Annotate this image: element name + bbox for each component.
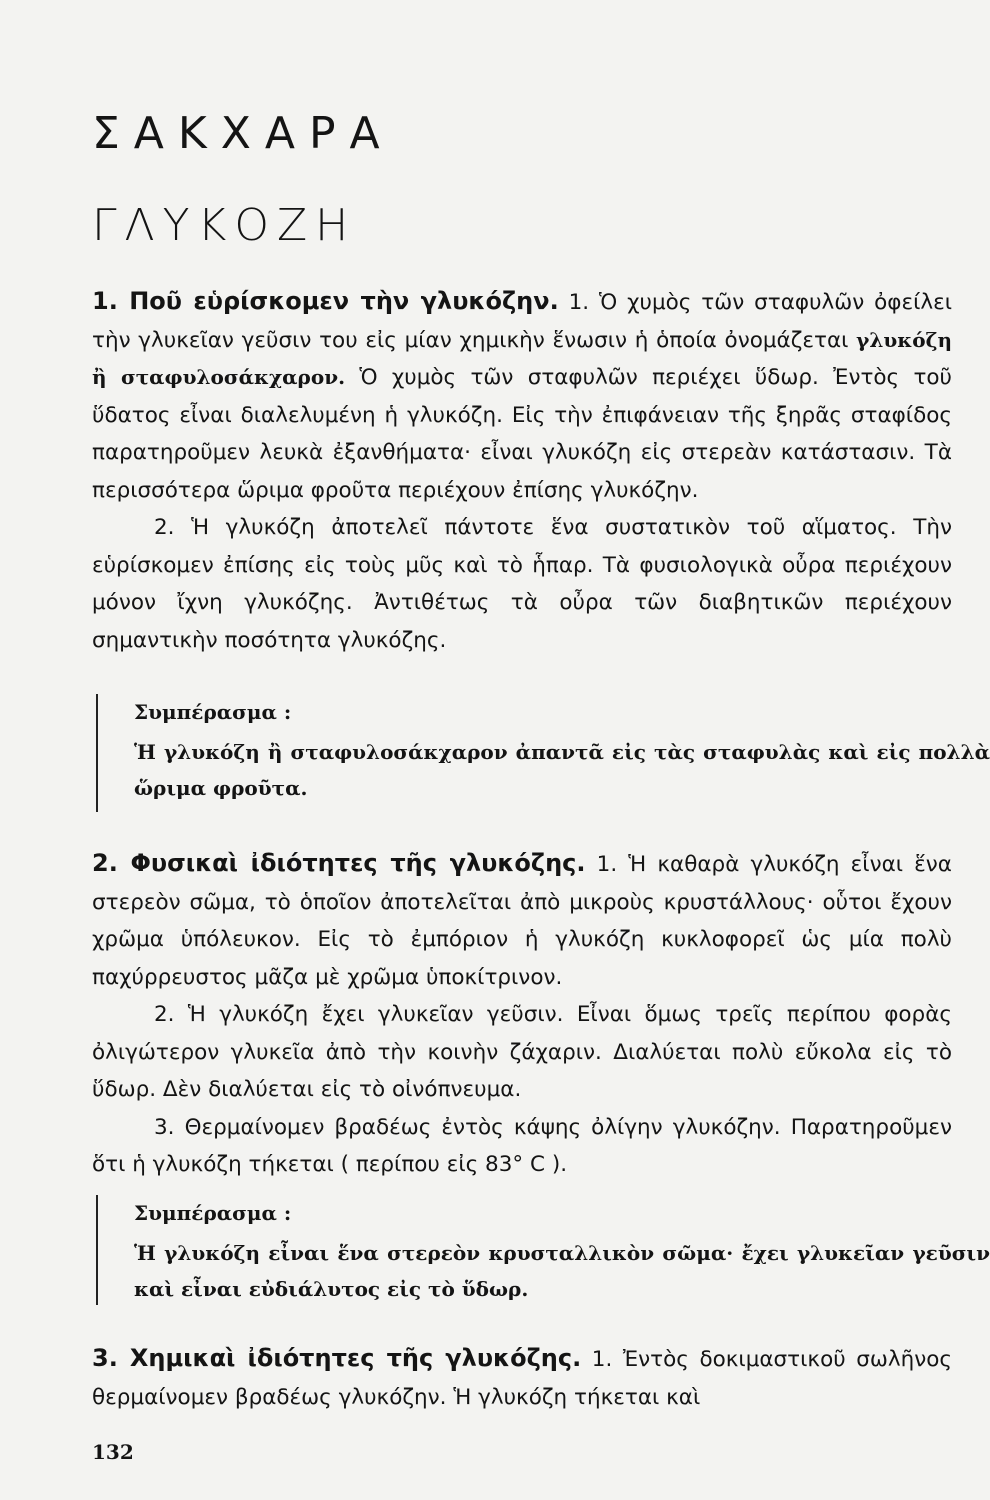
section-2-paragraph-3: 3. Θερμαίνομεν βραδέως ἐντὸς κάψης ὀλίγην γλυκόζην. Παρατηροῦμεν ὅτι ἡ γλυκόζη τήκεται ( περίπου εἰς 83° C ).	[92, 1114, 952, 1177]
section-1-text-b: Ὁ χυμὸς τῶν σταφυλῶν περιέχει ὕδωρ. Ἐντὸς τοῦ ὕδατος εἶναι διαλελυμένη ἡ γλυκόζη. Εἰς τὴν ἐπιφάνειαν τῆς ξηρᾶς σταφίδος παρατηροῦμεν λευκὰ ἐξανθήματα· εἶναι γλυκόζη εἰς στερεὰν κατάστασιν. Τὰ περισσότερα ὥριμα φροῦτα περιέχουν ἐπίσης γλυκόζην.	[92, 365, 952, 503]
conclusion-box-1	[96, 694, 990, 812]
section-3-text-1: 1. Ἐντὸς δοκιμαστικοῦ σωλῆνος θερμαίνομεν βραδέως γλυκόζην. Ἡ γλυκόζη τήκεται καὶ	[92, 1347, 953, 1410]
section-2-text-1: 1. Ἡ καθαρὰ γλυκόζη εἶναι ἕνα στερεὸν σῶμα, τὸ ὁποῖον ἀποτελεῖται ἀπὸ μικροὺς κρυστάλλους· οὗτοι ἔχουν χρῶμα ὑπόλευκον. Εἰς τὸ ἐμπόριον ἡ γλυκόζη κυκλοφορεῖ ὡς μία πολὺ παχύρρευστος μᾶζα μὲ χρῶμα ὑποκίτρινον.	[92, 852, 952, 990]
section-2-paragraph-1	[92, 845, 952, 996]
section-2-paragraph-2: 2. Ἡ γλυκόζη ἔχει γλυκεῖαν γεῦσιν. Εἶναι ὅμως τρεῖς περίπου φορὰς ὀλιγώτερον γλυκεῖα ἀπὸ τὴν κοινὴν ζάχαριν. Διαλύεται πολὺ εὔκολα εἰς τὸ ὕδωρ. Δὲν διαλύεται εἰς τὸ οἰνόπνευμα.	[92, 1002, 952, 1102]
section-1-paragraph-1	[92, 283, 952, 509]
conclusion-box-2	[96, 1195, 990, 1305]
glucose-term: γλυκόζη ἢ σταφυλοσάκχαρον.	[92, 327, 952, 389]
conclusion-label: Συμπέρασμα :	[134, 700, 292, 724]
conclusion-label: Συμπέρασμα :	[134, 1201, 292, 1225]
section-2-heading: 2. Φυσικαὶ ἰδιότητες τῆς γλυκόζης.	[92, 849, 586, 877]
section-1	[92, 283, 952, 659]
section-1-heading: 1. Ποῦ εὑρίσκομεν τὴν γλυκόζην.	[92, 287, 559, 315]
section-1-paragraph-2: 2. Ἡ γλυκόζη ἀποτελεῖ πάντοτε ἕνα συστατικὸν τοῦ αἵματος. Τὴν εὑρίσκομεν ἐπίσης εἰς τοὺς μῦς καὶ τὸ ἧπαρ. Τὰ φυσιολογικὰ οὖρα περιέχουν μόνον ἴχνη γλυκόζης. Ἀντιθέτως τὰ οὖρα τῶν διαβητικῶν περιέχουν σημαντικὴν ποσότητα γλυκόζης.	[92, 515, 952, 653]
section-3	[92, 1340, 952, 1416]
section-subtitle: ΓΛΥΚΟΖΗ	[92, 200, 357, 251]
conclusion-text: Ἡ γλυκόζη εἶναι ἕνα στερεὸν κρυσταλλικὸν σῶμα· ἔχει γλυκεῖαν γεῦσιν καὶ εἶναι εὐδιάλυτος εἰς τὸ ὕδωρ.	[134, 1241, 990, 1301]
section-1-text-a: 1. Ὁ χυμὸς τῶν σταφυλῶν ὀφείλει τὴν γλυκεῖαν γεῦσιν του εἰς μίαν χημικὴν ἕνωσιν ἡ ὁποία ὀνομάζεται	[92, 290, 953, 353]
section-3-paragraph-1	[92, 1340, 952, 1416]
conclusion-text: Ἡ γλυκόζη ἢ σταφυλοσάκχαρον ἀπαντᾶ εἰς τὰς σταφυλὰς καὶ εἰς πολλὰ ὥριμα φροῦτα.	[134, 740, 990, 800]
chapter-title: ΣΑΚΧΑΡΑ	[92, 108, 394, 159]
section-2	[92, 845, 952, 1184]
section-3-heading: 3. Χημικαὶ ἰδιότητες τῆς γλυκόζης.	[92, 1344, 582, 1372]
page-number: 132	[92, 1440, 134, 1464]
